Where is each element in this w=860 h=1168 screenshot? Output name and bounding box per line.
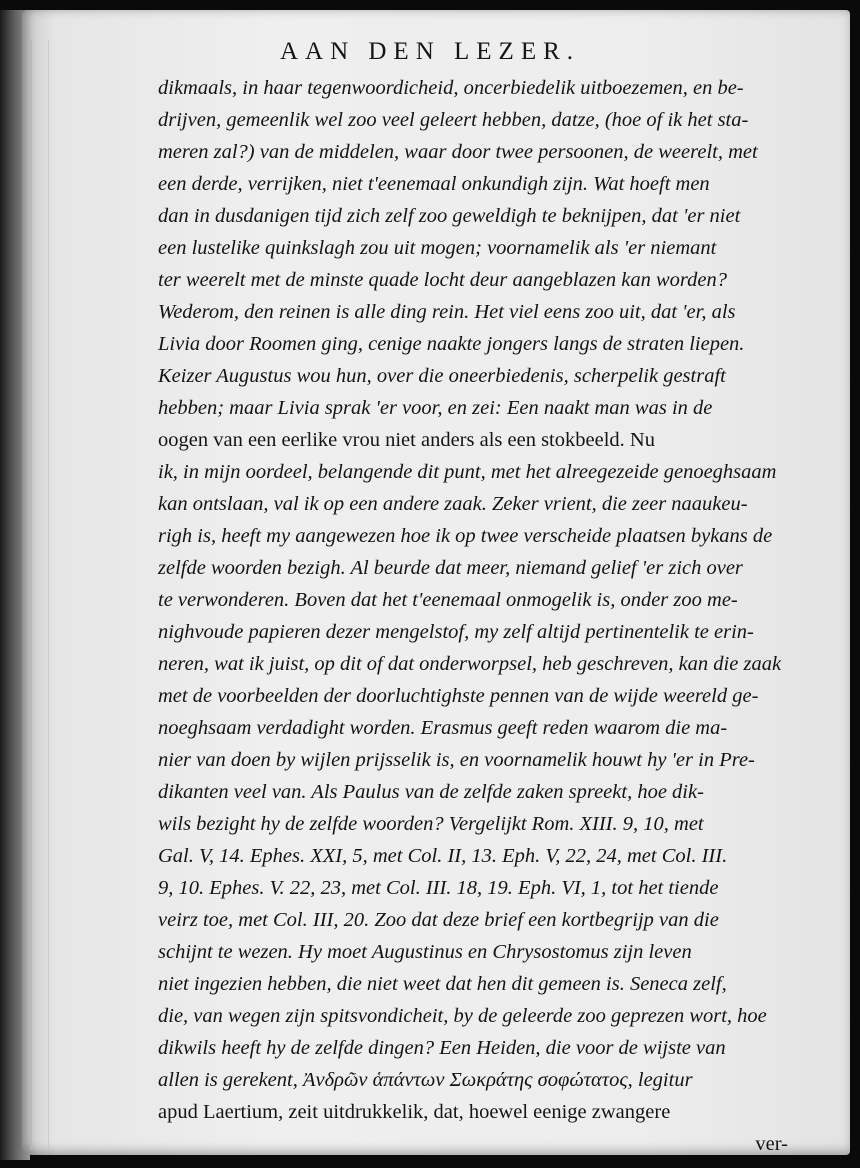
text-line: Gal. V, 14. Ephes. XXI, 5, met Col. II, 13. Eph. V, 22, 24, met Col. III.: [158, 845, 728, 867]
running-title: AAN DEN LEZER.: [279, 38, 581, 65]
text-line: schijnt te wezen. Hy moet Augustinus en Chrysostomus zijn leven: [158, 941, 692, 963]
text-line: dikanten veel van. Als Paulus van de zelfde zaken spreekt, hoe dik-: [158, 781, 704, 803]
text-line: nighvoude papieren dezer mengelstof, my zelf altijd pertinentelik te erin-: [158, 621, 754, 643]
text-line: Livia door Roomen ging, cenige naakte jongers langs de straten liepen.: [158, 333, 745, 355]
text-line: die, van wegen zijn spitsvondicheit, by de geleerde zoo geprezen wort, hoe: [158, 1005, 767, 1027]
text-line: ik, in mijn oordeel, belangende dit punt, met het alreegezeide genoeghsaam: [158, 461, 777, 483]
text-line: nier van doen by wijlen prijsselik is, en voornamelik houwt hy 'er in Pre-: [158, 749, 755, 771]
catchword: ver-: [755, 1133, 788, 1155]
text-line: een derde, verrijken, niet t'eenemaal onkundigh zijn. Wat hoeft men: [158, 173, 710, 195]
text-line: Wederom, den reinen is alle ding rein. Het viel eens zoo uit, dat 'er, als: [158, 301, 736, 323]
text-line: dan in dusdanigen tijd zich zelf zoo geweldigh te beknijpen, dat 'er niet: [158, 205, 741, 227]
text-line: apud Laertium, zeit uitdrukkelik, dat, hoewel eenige zwangere: [158, 1101, 671, 1123]
text-line: met de voorbeelden der doorluchtighste pennen van de wijde weereld ge-: [158, 685, 759, 707]
text-line: ter weerelt met de minste quade locht deur aangeblazen kan worden?: [158, 269, 727, 291]
text-line: 9, 10. Ephes. V. 22, 23, met Col. III. 18, 19. Eph. VI, 1, tot het tiende: [158, 877, 719, 899]
text-line: righ is, heeft my aangewezen hoe ik op twee verscheide plaatsen bykans de: [158, 525, 773, 547]
text-line: veirz toe, met Col. III, 20. Zoo dat deze brief een kortbegrijp van die: [158, 909, 719, 931]
text-line: neren, wat ik juist, op dit of dat onderworpsel, heb geschreven, kan die zaak: [158, 653, 782, 675]
text-line: zelfde woorden bezigh. Al beurde dat meer, niemand gelief 'er zich over: [158, 557, 743, 579]
text-line: te verwonderen. Boven dat het t'eenemaal onmogelik is, onder zoo me-: [158, 589, 738, 611]
text-line: drijven, gemeenlik wel zoo veel geleert hebben, datze, (hoe of ik het sta-: [158, 109, 749, 131]
text-line: kan ontslaan, val ik op een andere zaak. Zeker vrient, die zeer naaukeu-: [158, 493, 748, 515]
text-line: een lustelike quinkslagh zou uit mogen; voornamelik als 'er niemant: [158, 237, 717, 259]
text-line: noeghsaam verdadight worden. Erasmus geeft reden waarom die ma-: [158, 717, 728, 739]
text-line: niet ingezien hebben, die niet weet dat hen dit gemeen is. Seneca zelf,: [158, 973, 727, 995]
text-line: Keizer Augustus wou hun, over die oneerbiedenis, scherpelik gestraft: [158, 365, 726, 387]
text-line: wils bezight hy de zelfde woorden? Vergelijkt Rom. XIII. 9, 10, met: [158, 813, 704, 835]
text-line: oogen van een eerlike vrou niet anders als een stokbeeld. Nu: [158, 429, 655, 451]
text-line: dikmaals, in haar tegenwoordicheid, oncerbiedelik uitboezemen, en be-: [158, 77, 744, 99]
text-line: allen is gerekent, Ἀνδρῶν ἁπάντων Σωκράτης σοφώτατος, legitur: [158, 1069, 693, 1091]
text-line: hebben; maar Livia sprak 'er voor, en zei: Een naakt man was in de: [158, 397, 713, 419]
text-line: dikwils heeft hy de zelfde dingen? Een Heiden, die voor de wijste van: [158, 1037, 726, 1059]
text-line: meren zal?) van de middelen, waar door twee persoonen, de weerelt, met: [158, 141, 758, 163]
body-text: [158, 72, 788, 1160]
page-edge: [30, 40, 49, 1150]
